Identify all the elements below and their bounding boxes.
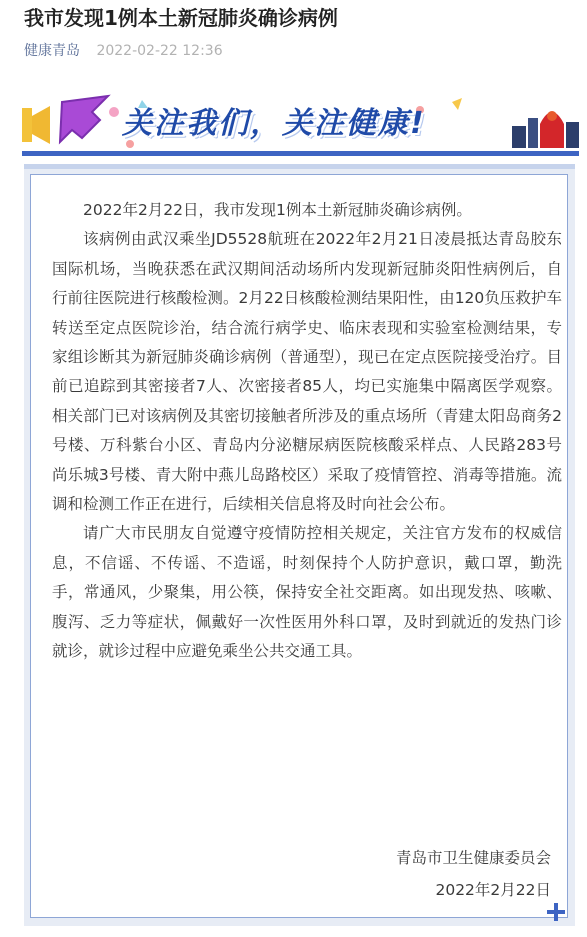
header-banner — [22, 94, 579, 156]
paragraph: 请广大市民朋友自觉遵守疫情防控相关规定，关注官方发布的权威信息，不信谣、不传谣、不造谣，时刻保持个人防护意识，戴口罩，勤洗手，常通风，少聚集，用公筷，保持安全社交距离。如出现发热、咳嗽、腹泻、乏力等症状，佩戴好一次性医用外科口罩，及时到就近的发热门诊就诊，就诊过程中应避免乘坐公共交通工具。 — [52, 524, 562, 661]
publish-time: 2022-02-22 12:36 — [96, 43, 223, 59]
banner-stripe — [22, 151, 579, 156]
paragraph: 该病例由武汉乘坐JD5528航班在2022年2月21日凌晨抵达青岛胶东国际机场，当晚获悉在武汉期间活动场所内发现新冠肺炎阳性病例后，自行前往医院进行核酸检测。2月22日核酸检测结果阳性，由120负压救护车转送至定点医院诊治，结合流行病学史、临床表现和实验室检测结果，专家组诊断其为新冠肺炎确诊病例（普通型），现已在定点医院接受治疗。目前已追踪到其密接者7人、次密接者85人，均已实施集中隔离医学观察。相关部门已对该病例及其密切接触者所涉及的重点场所（青建太阳岛商务2号楼、万科紫台小区、青岛内分泌糖尿病医院核酸采样点、人民路283号尚乐城3号楼、青大附中燕儿岛路校区）采取了疫情管控、消毒等措施。流调和检测工作正在进行，后续相关信息将及时向社会公布。 — [52, 230, 562, 514]
signature-date: 2022年2月22日 — [435, 881, 551, 899]
article-meta — [24, 41, 223, 61]
article-title: 我市发现1例本土新冠肺炎确诊病例 — [24, 6, 338, 30]
plus-icon[interactable] — [546, 902, 566, 922]
signature-org: 青岛市卫生健康委员会 — [395, 849, 551, 867]
account-name-link[interactable]: 健康青岛 — [24, 43, 80, 59]
paragraph: 2022年2月22日，我市发现1例本土新冠肺炎确诊病例。 — [83, 201, 472, 219]
banner-slogan: 关注我们，关注健康! — [122, 106, 426, 141]
article-frame-top — [24, 164, 575, 169]
city-skyline-icon — [512, 111, 579, 148]
article-body — [52, 196, 562, 667]
